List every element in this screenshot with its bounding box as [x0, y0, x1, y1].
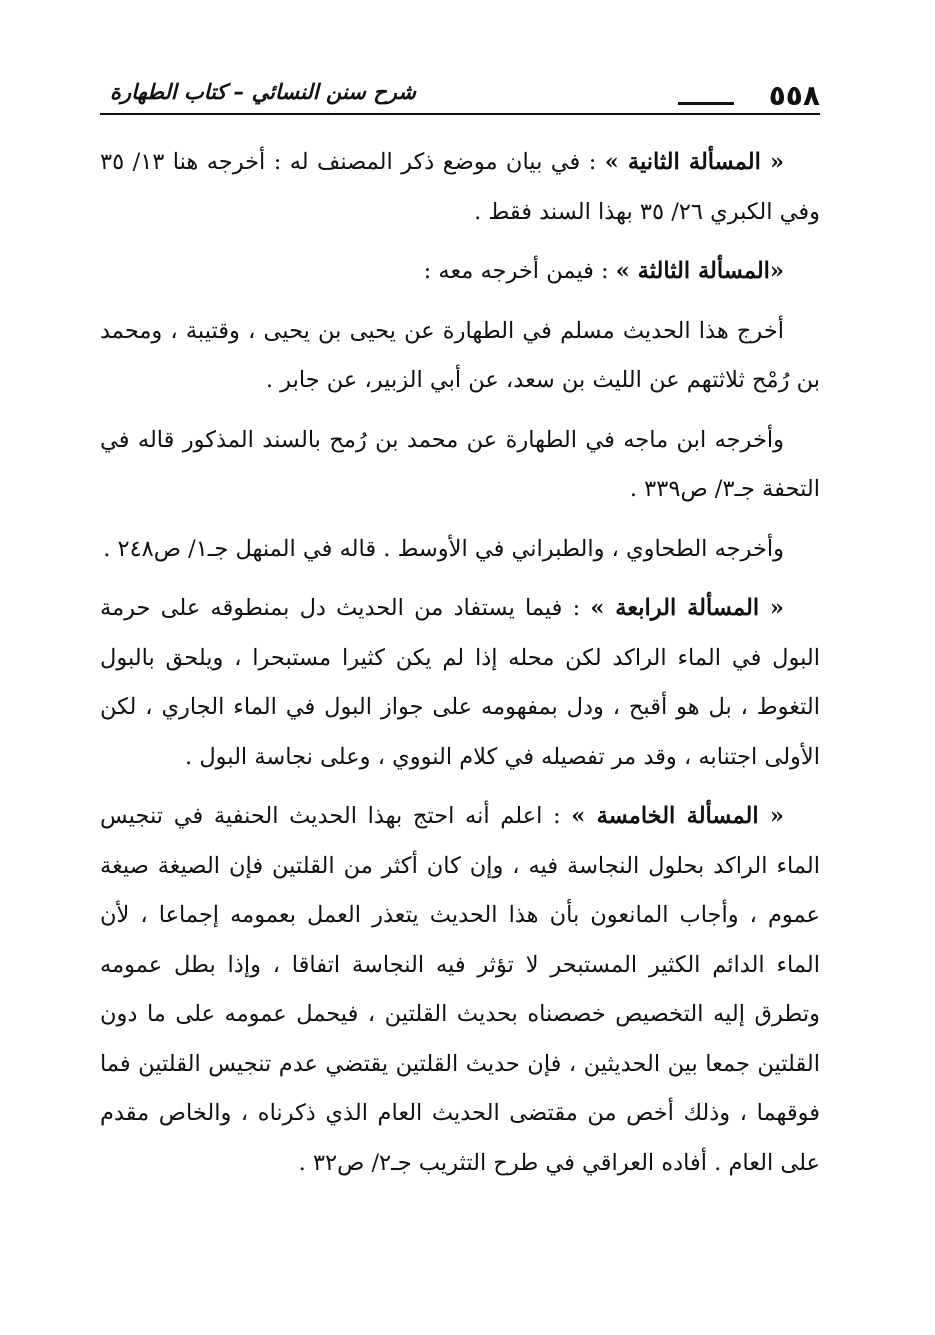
section-3-paragraph: [100, 247, 820, 297]
section-4-paragraph: [100, 584, 820, 782]
page-body: [100, 138, 820, 1198]
section-3-heading: «المسألة الثالثة »: [615, 258, 784, 284]
section-2-text: : في بيان موضع ذكر المصنف له : أخرجه هنا ١٣/ ٣٥ وفي الكبري ٢٦/ ٣٥ بهذا السند فقط .: [100, 149, 820, 225]
header-rule: [100, 113, 820, 115]
section-2-heading: « المسألة الثانية »: [604, 149, 785, 175]
page-header: [100, 72, 820, 116]
section-5-paragraph: [100, 792, 820, 1188]
section-5-text: : اعلم أنه احتج بهذا الحديث الحنفية في تنجيس الماء الراكد بحلول النجاسة فيه ، وإن كان أكثر من القلتين فإن الصيغة صيغة عموم ، وأجاب المانعون بأن هذا الحديث يتعذر العمل بعمومه إجماعا ، لأن الماء الدائم الكثير المستبحر لا تؤثر فيه النجاسة اتفاقا ، وإذا بطل عمومه وتطرق إليه التخصيص خصصناه بحديث القلتين ، فيحمل عمومه على ما دون القلتين جمعا بين الحديثين ، فإن حديث القلتين يقتضي عدم تنجيس القلتين فما فوقهما ، وذلك أخص من مقتضى الحديث العام الذي ذكرناه ، والخاص مقدم على العام . أفاده العراقي في طرح التثريب جـ٢/ ص٣٢ .: [100, 803, 820, 1176]
section-3-para-2: وأخرجه ابن ماجه في الطهارة عن محمد بن رُمح بالسند المذكور قاله في التحفة جـ٣/ ص٣٣٩ .: [100, 426, 820, 502]
running-title: شرح سنن النسائي – كتاب الطهارة: [110, 80, 416, 104]
section-4-text: : فيما يستفاد من الحديث دل بمنطوقه على حرمة البول في الماء الراكد لكن محله إذا لم يكن كثيرا مستبحرا ، ويلحق بالبول التغوط ، بل هو أقبح ، ودل بمفهومه على جواز البول في الماء الجاري ، لكن الأولى اجتنابه ، وقد مر تفصيله في كلام النووي ، وعلى نجاسة البول .: [100, 595, 820, 770]
section-2-paragraph: [100, 138, 820, 237]
page-number: ٥٥٨: [768, 79, 820, 112]
section-3-para-1: أخرج هذا الحديث مسلم في الطهارة عن يحيى بن يحيى ، وقتيبة ، ومحمد بن رُمْح ثلاثتهم عن الليث بن سعد، عن أبي الزبير، عن جابر .: [100, 317, 820, 393]
section-3-para-3: وأخرجه الطحاوي ، والطبراني في الأوسط . قاله في المنهل جـ١/ ص٢٤٨ .: [103, 535, 784, 562]
section-5-heading: « المسألة الخامسة »: [571, 803, 784, 829]
section-4-heading: « المسألة الرابعة »: [590, 595, 784, 621]
section-3-text: : فيمن أخرجه معه :: [423, 258, 616, 284]
header-dash: [678, 102, 734, 105]
